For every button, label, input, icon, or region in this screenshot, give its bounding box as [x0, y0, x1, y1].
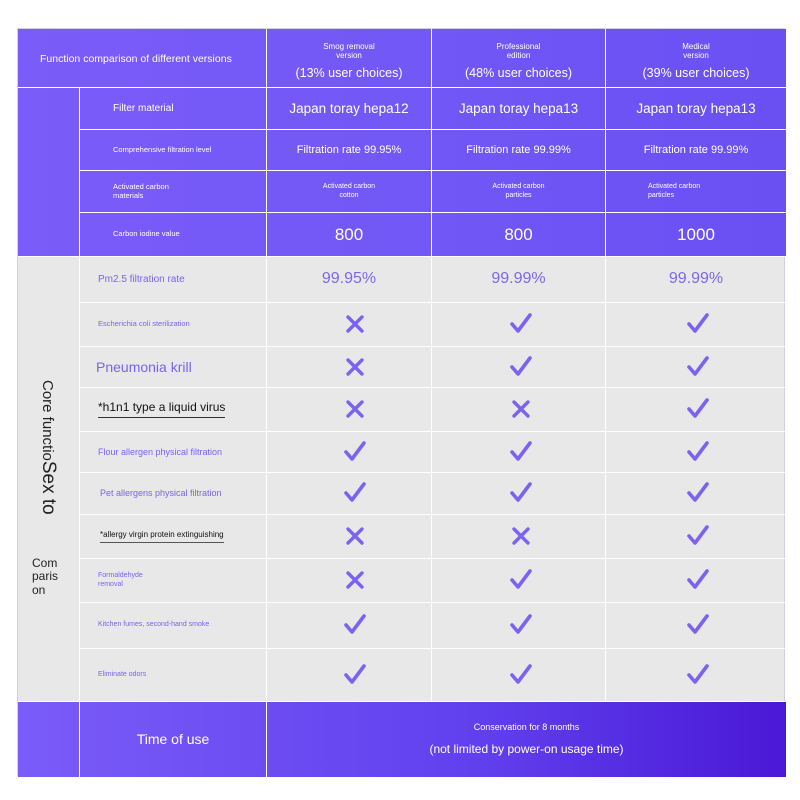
pm25-value: 99.99% [491, 270, 546, 288]
spec-value: Activated carbon particles [648, 183, 701, 199]
row-label-feature: Pneumonia krill [96, 358, 192, 375]
check-icon [508, 480, 534, 506]
comparison-table [17, 28, 785, 776]
footer-line-1: Conservation for 8 months [473, 722, 580, 733]
column-header-medical [606, 37, 786, 85]
cross-icon [342, 567, 368, 593]
version-name: Medical version [682, 41, 710, 60]
check-icon [685, 567, 711, 593]
check-icon [685, 396, 711, 422]
check-icon [685, 439, 711, 465]
cross-icon [342, 523, 368, 549]
cross-icon [342, 354, 368, 380]
spec-value: Japan toray hepa13 [636, 100, 756, 116]
check-icon [508, 662, 534, 688]
cross-icon [508, 396, 534, 422]
version-choice: (39% user choices) [642, 66, 750, 80]
feature-label-text: *h1n1 type a liquid virus [98, 401, 225, 418]
pm25-value: 99.99% [668, 270, 724, 288]
grid-line [79, 558, 786, 559]
row-label-carbon-materials: Activated carbon materials [113, 181, 169, 200]
check-icon [685, 311, 711, 337]
version-name: Professional edition [496, 41, 541, 60]
row-label-feature [98, 388, 263, 431]
spec-value: Japan toray hepa13 [458, 100, 579, 116]
spec-value: Filtration rate 99.99% [466, 143, 571, 156]
spec-value: Filtration rate 99.95% [296, 143, 402, 156]
version-name: Smog removal version [323, 41, 375, 60]
table-title: Function comparison of different versions [40, 52, 232, 65]
side-label-part: Com paris on [32, 556, 59, 597]
check-icon [342, 439, 368, 465]
row-label-feature: Eliminate odors [98, 670, 147, 678]
check-icon [342, 612, 368, 638]
spec-value: 800 [504, 224, 533, 244]
footer-label: Time of use [136, 731, 210, 748]
row-label-feature: Formaldehyde removal [98, 572, 143, 588]
spec-value: Filtration rate 99.99% [643, 143, 749, 156]
row-label-filter-material: Filter material [113, 102, 174, 114]
check-icon [685, 480, 711, 506]
row-label-filtration-level: Comprehensive filtration level [113, 144, 212, 154]
core-side-label [38, 380, 59, 549]
check-icon [685, 523, 711, 549]
spec-value: 800 [334, 224, 364, 244]
spec-value: Activated carbon particles [492, 183, 545, 199]
footer-line-2: (not limited by power-on usage time) [429, 741, 624, 756]
cross-icon [342, 396, 368, 422]
feature-label-text: *allergy virgin protein extinguishing [100, 530, 224, 543]
check-icon [685, 662, 711, 688]
side-label-part: Core functio [39, 380, 56, 461]
column-header-professional [432, 37, 605, 85]
check-icon [342, 480, 368, 506]
grid-line [79, 87, 80, 777]
check-icon [508, 612, 534, 638]
row-label-feature: Kitchen fumes, second-hand smoke [98, 621, 210, 629]
column-header-smog [267, 37, 431, 85]
row-label-feature: Escherichia coli sterilization [98, 319, 190, 329]
cross-icon [508, 523, 534, 549]
spec-value: Japan toray hepa12 [289, 100, 409, 116]
check-icon [508, 439, 534, 465]
pm25-value: 99.95% [321, 270, 377, 288]
check-icon [508, 311, 534, 337]
check-icon [508, 354, 534, 380]
row-label-pm25: Pm2.5 filtration rate [98, 273, 185, 285]
spec-value: 1000 [677, 224, 715, 244]
grid-line [79, 648, 786, 649]
row-label-feature: Pet allergens physical filtration [100, 488, 222, 499]
side-label-part: Sex to [38, 460, 59, 515]
version-choice: (48% user choices) [465, 66, 572, 80]
cross-icon [342, 311, 368, 337]
footer-value [267, 702, 786, 777]
check-icon [685, 354, 711, 380]
spec-value: Activated carbon cotton [322, 183, 376, 199]
row-label-iodine-value: Carbon iodine value [113, 229, 180, 239]
row-label-feature [100, 515, 265, 558]
row-label-feature: Flour allergen physical filtration [98, 446, 223, 457]
check-icon [508, 567, 534, 593]
check-icon [342, 662, 368, 688]
check-icon [685, 612, 711, 638]
version-choice: (13% user choices) [295, 66, 403, 80]
